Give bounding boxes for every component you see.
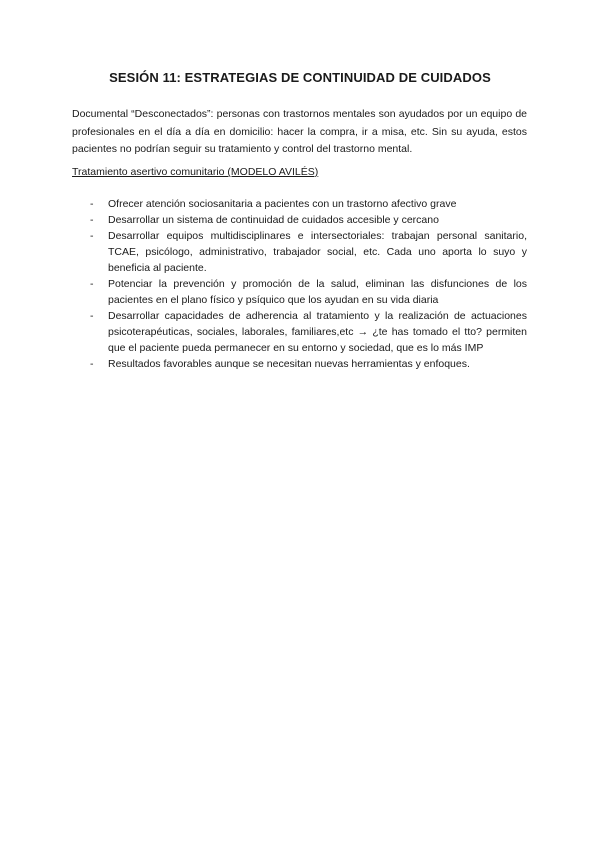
bullet-item	[90, 308, 527, 356]
bullet-item	[90, 196, 527, 212]
bullet-text: Desarrollar un sistema de continuidad de cuidados accesible y cercano	[108, 214, 439, 226]
bullet-item	[90, 276, 527, 308]
bullet-text: Potenciar la prevención y promoción de la salud, eliminan las disfunciones de los pacientes en el plano físico y psíquico que los ayudan en su vida diaria	[108, 278, 527, 306]
page-title: SESIÓN 11: ESTRATEGIAS DE CONTINUIDAD DE CUIDADOS	[109, 70, 491, 85]
bullet-dash: -	[90, 198, 94, 210]
section-subtitle: Tratamiento asertivo comunitario (MODELO AVILÉS)	[72, 166, 319, 178]
bullet-text: Resultados favorables aunque se necesitan nuevas herramientas y enfoques.	[108, 358, 470, 370]
bullet-dash: -	[90, 310, 94, 322]
bullet-item	[90, 356, 527, 372]
bullet-text: Desarrollar capacidades de adherencia al tratamiento y la realización de actuaciones psicoterapéuticas, sociales, laborales, familiares,etc → ¿te has tomado el tto? permiten que el paciente pueda permanecer en su entorno y sociedad, que es lo más IMP	[108, 310, 527, 354]
bullet-dash: -	[90, 358, 94, 370]
bullet-dash: -	[90, 230, 94, 242]
bullet-dash: -	[90, 214, 94, 226]
bullet-dash: -	[90, 278, 94, 290]
bullet-text: Desarrollar equipos multidisciplinares e intersectoriales: trabajan personal sanitario, TCAE, psicólogo, administrativo, trabajador social, etc. Cada uno aporta lo suyo y beneficia al paciente.	[108, 230, 527, 274]
bullet-list	[90, 196, 527, 372]
bullet-text: Ofrecer atención sociosanitaria a pacientes con un trastorno afectivo grave	[108, 198, 457, 210]
bullet-item	[90, 212, 527, 228]
intro-paragraph: Documental “Desconectados”: personas con trastornos mentales son ayudados por un equipo de profesionales en el día a día en domicilio: hacer la compra, ir a misa, etc. Sin su ayuda, estos pacientes no podrían seguir su tratamiento y control del trastorno mental.	[72, 108, 527, 155]
bullet-item	[90, 228, 527, 276]
